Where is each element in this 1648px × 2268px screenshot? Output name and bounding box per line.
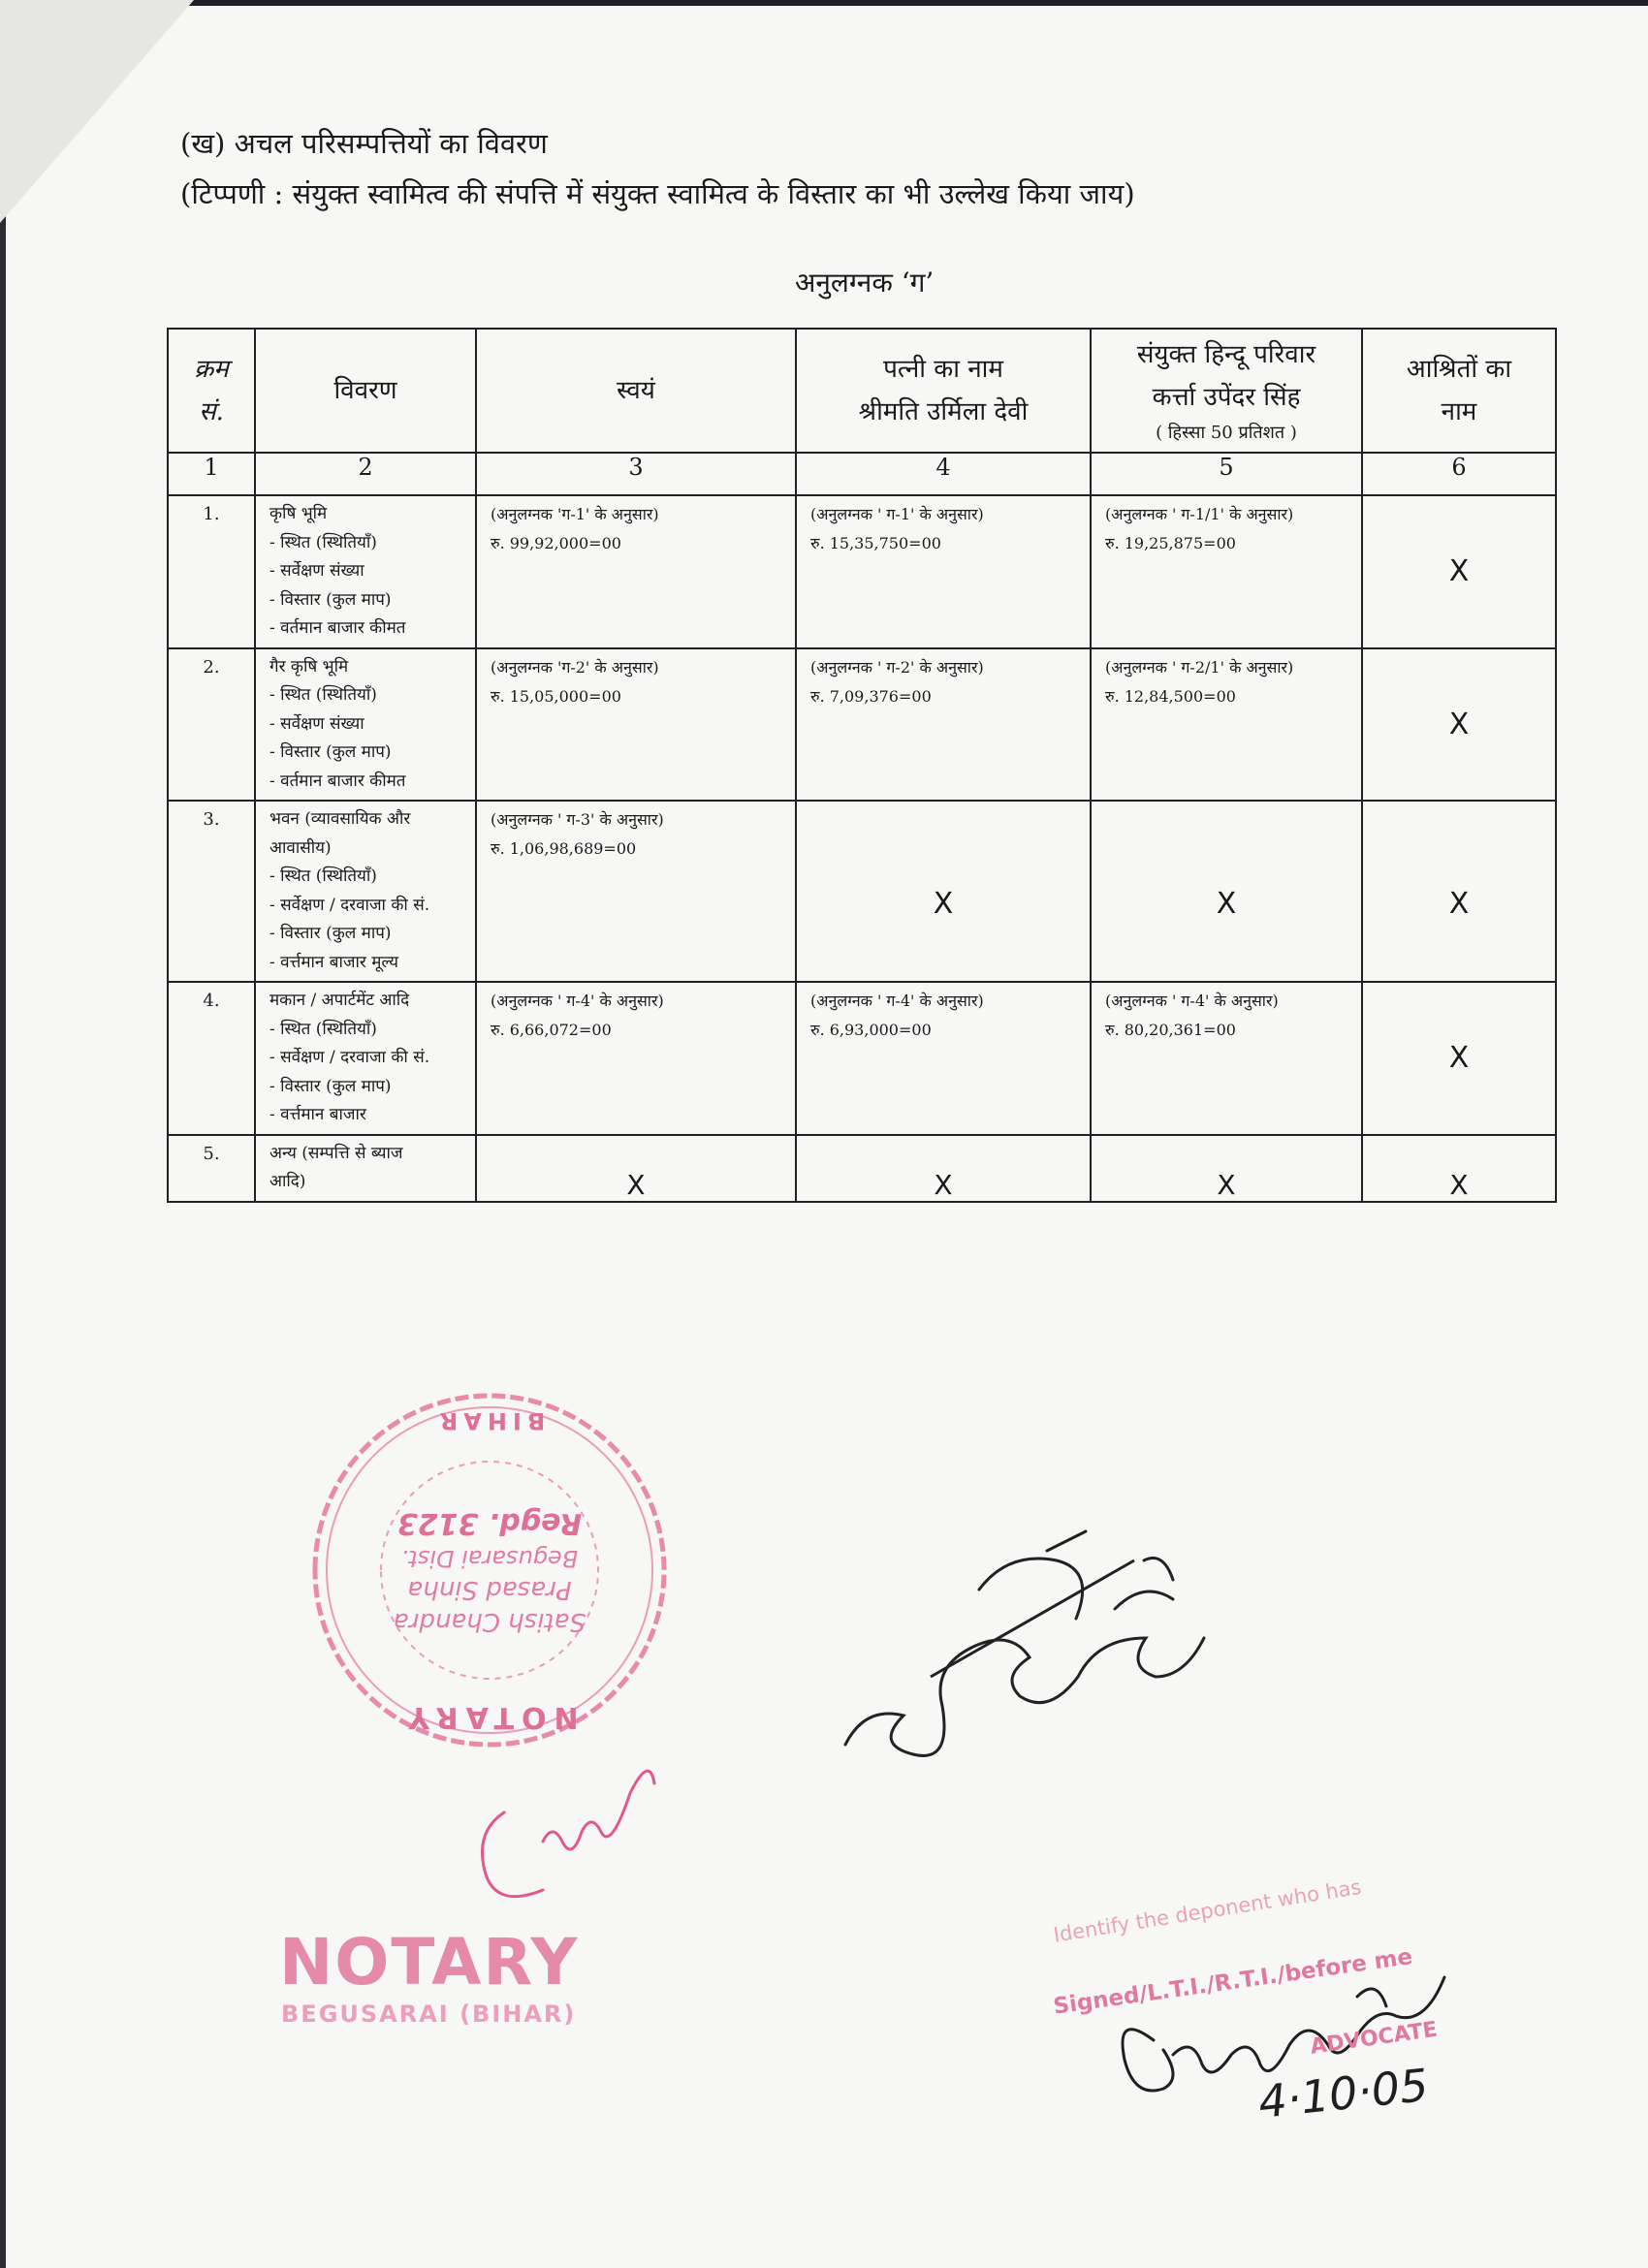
column-number: 3 [476,453,796,495]
header-self: स्वयं [476,329,796,453]
svg-text:Satish Chandra: Satish Chandra [393,1607,586,1636]
section-note: (टिप्पणी : संयुक्त स्वामित्व की संपत्ति में संयुक्त स्वामित्व के विस्तार का भी उल्लेख किया जाय) [180,177,1135,210]
self-cell: (अनुलग्नक ' ग-3' के अनुसार) रु. 1,06,98,689=00 [476,801,796,982]
huf-cell: X [1091,1135,1362,1202]
wife-cell: (अनुलग्नक ' ग-4' के अनुसार) रु. 6,93,000=00 [796,982,1091,1135]
certificate-line: Signed/L.T.I./R.T.I./before me [1052,1943,1414,2020]
table-row [168,495,1556,648]
row-description: अन्य (सम्पत्ति से ब्याज आदि) [255,1135,476,1202]
header-description: विवरण [255,329,476,453]
huf-cell: (अनुलग्नक ' ग-4' के अनुसार) रु. 80,20,361=00 [1091,982,1362,1135]
header-serial: क्रम सं. [168,329,255,453]
table-row [168,648,1556,802]
wife-cell: X [796,801,1091,982]
notary-place: BEGUSARAI (BIHAR) [281,2000,577,2028]
svg-text:NOTARY: NOTARY [400,1700,579,1734]
wife-cell: (अनुलग्नक ' ग-1' के अनुसार) रु. 15,35,750=00 [796,495,1091,648]
row-description: भवन (व्यावसायिक और आवासीय) - स्थित (स्थितियाँ) - सर्वेक्षण / दरवाजा की सं. - विस्तार (कुल माप) - वर्त्तमान बाजार मूल्य [255,801,476,982]
huf-cell: (अनुलग्नक ' ग-2/1' के अनुसार) रु. 12,84,500=00 [1091,648,1362,802]
column-number: 2 [255,453,476,495]
row-serial: 4. [168,982,255,1135]
notary-stamp: NOTARY [279,1925,580,2000]
advocate-stamp: ADVOCATE [1309,2017,1440,2060]
wife-cell: X [796,1135,1091,1202]
row-description: गैर कृषि भूमि - स्थित (स्थितियाँ) - सर्वेक्षण संख्या - विस्तार (कुल माप) - वर्तमान बाजार कीमत [255,648,476,802]
self-cell: (अनुलग्नक 'ग-2' के अनुसार) रु. 15,05,000=00 [476,648,796,802]
row-serial: 5. [168,1135,255,1202]
table-row [168,801,1556,982]
notary-seal [315,1396,664,1745]
dependents-cell: X [1362,1135,1556,1202]
column-number: 6 [1362,453,1556,495]
advocate-date: 4·10·05 [1255,2058,1431,2128]
svg-text:Prasad Sinha: Prasad Sinha [407,1575,572,1604]
table-header-row [168,329,1556,453]
section-title: (ख) अचल परिसम्पत्तियों का विवरण [180,127,548,160]
column-number: 5 [1091,453,1362,495]
dependents-cell: X [1362,495,1556,648]
folded-corner [0,0,194,223]
svg-text:BIHAR: BIHAR [433,1407,546,1434]
row-serial: 2. [168,648,255,802]
dependents-cell: X [1362,982,1556,1135]
huf-cell: (अनुलग्नक ' ग-1/1' के अनुसार) रु. 19,25,875=00 [1091,495,1362,648]
svg-text:Regd. 3123: Regd. 3123 [396,1506,583,1540]
scan-top-edge [0,0,1648,6]
self-cell: X [476,1135,796,1202]
certificate-line: Identify the deponent who has [1052,1874,1363,1947]
dependents-cell: X [1362,648,1556,802]
notary-signature [483,1771,655,1897]
row-description: मकान / अपार्टमेंट आदि - स्थित (स्थितियाँ) - सर्वेक्षण / दरवाजा की सं. - विस्तार (कुल माप) - वर्त्तमान बाजार [255,982,476,1135]
header-huf: संयुक्त हिन्दू परिवार कर्त्ता उपेंदर सिंह ( हिस्सा 50 प्रतिशत ) [1091,329,1362,453]
table-row [168,1135,1556,1202]
column-number-row [168,453,1556,495]
header-dependents: आश्रितों का नाम [1362,329,1556,453]
column-number: 1 [168,453,255,495]
wife-cell: (अनुलग्नक ' ग-2' के अनुसार) रु. 7,09,376=00 [796,648,1091,802]
dependents-cell: X [1362,801,1556,982]
scan-left-edge [0,0,6,2268]
svg-text:Begusarai Dist.: Begusarai Dist. [400,1545,579,1572]
column-number: 4 [796,453,1091,495]
row-description: कृषि भूमि - स्थित (स्थितियाँ) - सर्वेक्षण संख्या - विस्तार (कुल माप) - वर्तमान बाजार कीमत [255,495,476,648]
self-cell: (अनुलग्नक 'ग-1' के अनुसार) रु. 99,92,000=00 [476,495,796,648]
row-serial: 1. [168,495,255,648]
header-wife: पत्नी का नाम श्रीमति उर्मिला देवी [796,329,1091,453]
self-cell: (अनुलग्नक ' ग-4' के अनुसार) रु. 6,66,072=00 [476,982,796,1135]
row-serial: 3. [168,801,255,982]
immovable-assets-table [167,328,1557,1203]
huf-cell: X [1091,801,1362,982]
table-row [168,982,1556,1135]
annexure-label: अनुलग्नक ‘ग’ [795,267,935,299]
deponent-signature [845,1531,1204,1755]
